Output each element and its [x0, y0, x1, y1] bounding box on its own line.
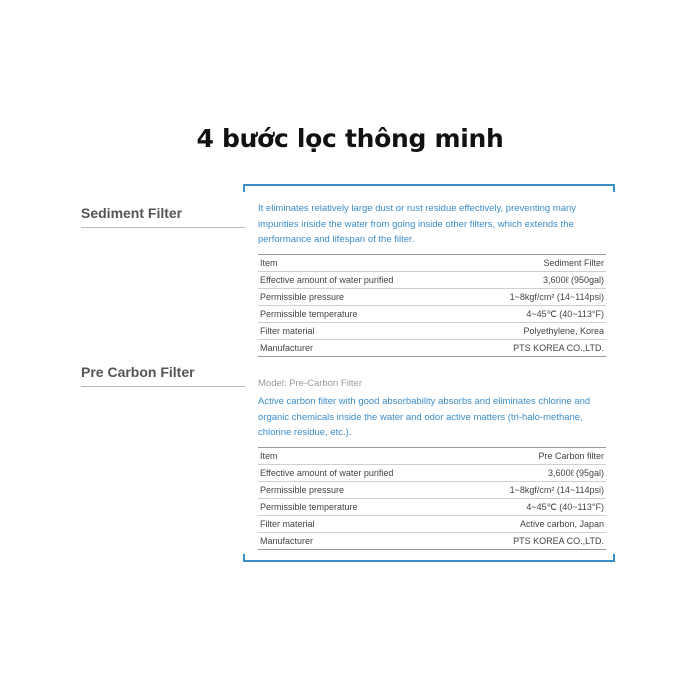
spec-value: Polyethylene, Korea: [461, 323, 606, 340]
table-row: [258, 340, 606, 357]
panel-corner-bottom-left: [243, 554, 245, 562]
spec-item: Filter material: [258, 323, 461, 340]
spec-value: PTS KOREA CO.,LTD.: [461, 340, 606, 357]
spec-item: Manufacturer: [258, 533, 461, 550]
table-row: [258, 255, 606, 272]
pre-carbon-filter-description: Active carbon filter with good absorbability absorbs and eliminates chlorine and organic chemicals inside the water and odor active matters (tri-halo-methane, chlorine residue, etc.).: [258, 396, 591, 438]
panel-corner-bottom-right: [613, 554, 615, 562]
sediment-filter-spec-table: [258, 254, 606, 357]
table-row: [258, 289, 606, 306]
spec-value: 3,600ℓ (950gal): [461, 272, 606, 289]
spec-item: Permissible temperature: [258, 499, 461, 516]
sediment-filter-heading: Sediment Filter: [81, 205, 245, 228]
spec-item: Item: [258, 448, 461, 465]
pre-carbon-filter-heading: Pre Carbon Filter: [81, 364, 245, 387]
spec-item: Item: [258, 255, 461, 272]
spec-item: Effective amount of water purified: [258, 272, 461, 289]
table-row: [258, 516, 606, 533]
panel-corner-top-right: [613, 184, 615, 192]
panel-corner-top-left: [243, 184, 245, 192]
table-row: [258, 465, 606, 482]
table-row: [258, 323, 606, 340]
table-row: [258, 533, 606, 550]
spec-value: Pre Carbon filter: [461, 448, 606, 465]
spec-value: 4~45℃ (40~113°F): [461, 499, 606, 516]
table-row: [258, 499, 606, 516]
spec-value: 1~8kgf/cm² (14~114psi): [461, 289, 606, 306]
panel-top-border: [243, 184, 615, 186]
spec-value: 3,600ℓ (95gal): [461, 465, 606, 482]
table-row: [258, 272, 606, 289]
spec-value: 1~8kgf/cm² (14~114psi): [461, 482, 606, 499]
spec-value: 4~45℃ (40~113°F): [461, 306, 606, 323]
spec-item: Effective amount of water purified: [258, 465, 461, 482]
table-row: [258, 306, 606, 323]
spec-value: Sediment Filter: [461, 255, 606, 272]
spec-item: Permissible pressure: [258, 482, 461, 499]
spec-item: Filter material: [258, 516, 461, 533]
spec-item: Permissible temperature: [258, 306, 461, 323]
sediment-filter-description: It eliminates relatively large dust or rust residue effectively, preventing many impurities inside the water from going inside other filters, which extends the performance and lifespan of the filter.: [258, 203, 577, 245]
spec-item: Permissible pressure: [258, 289, 461, 306]
table-row: [258, 482, 606, 499]
pre-carbon-filter-spec-table: [258, 447, 606, 550]
page-title: 4 bước lọc thông minh: [196, 124, 504, 153]
spec-value: PTS KOREA CO.,LTD.: [461, 533, 606, 550]
spec-value: Active carbon, Japan: [461, 516, 606, 533]
panel-bottom-border: [243, 560, 615, 562]
table-row: [258, 448, 606, 465]
spec-item: Manufacturer: [258, 340, 461, 357]
pre-carbon-filter-model: Model: Pre-Carbon Filter: [258, 378, 363, 389]
